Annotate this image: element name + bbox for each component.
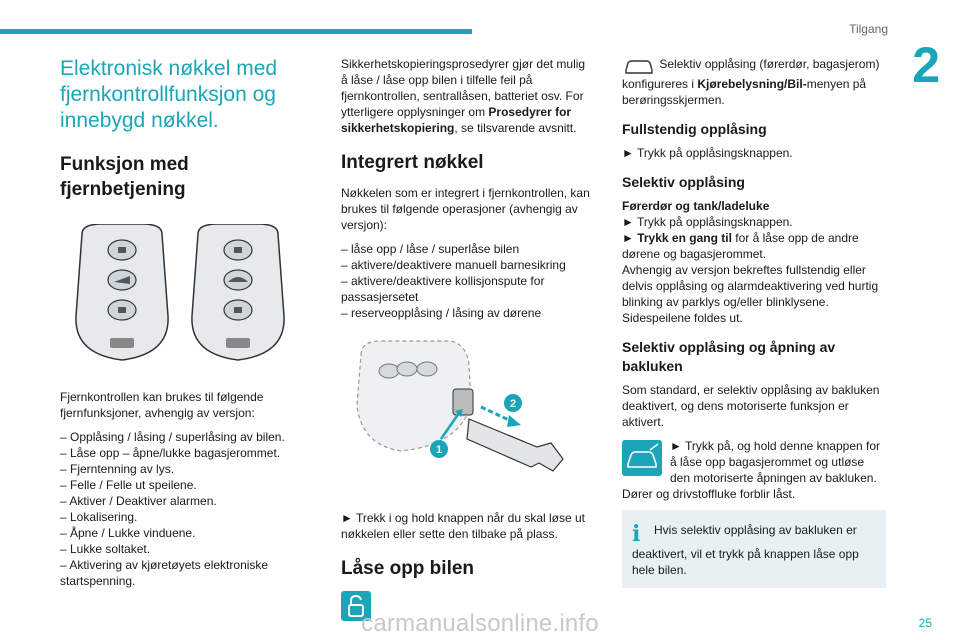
release-key-instruction: ► Trekk i og hold knappen når du skal løse ut nøkkelen eller sette den tilbake på plass. <box>341 511 586 541</box>
text-span: , se tilsvarende avsnitt. <box>454 121 577 135</box>
heading-integrated-key: Integrert nøkkel <box>341 152 484 173</box>
selective-steps <box>622 214 886 262</box>
text-span: ► <box>622 231 638 245</box>
chapter-number: 2 <box>912 37 940 93</box>
info-text: Hvis selektiv opplåsing av bakluken er deaktivert, vil et trykk på knappen låse opp hele bilen. <box>632 523 859 577</box>
text-span: ► Trykk på, og hold denne knappen for å låse opp bagasjerommet og utløse den motoriserte åpningen av bakluken. <box>670 439 881 485</box>
list-item: – Låse opp – åpne/lukke bagasjerommet. <box>60 446 281 460</box>
integrated-key-illustration <box>341 335 595 495</box>
bold-term: Prosedyrer for sikkerhetskopiering <box>341 105 572 135</box>
list-item: – Åpne / Lukke vinduene. <box>60 526 196 540</box>
heading-selective-unlock: Selektiv opplåsing <box>622 174 745 190</box>
callout-2: 2 <box>509 398 517 410</box>
list-item: – Felle / Felle ut speilene. <box>60 478 197 492</box>
tailgate-default: Som standard, er selektiv opplåsing av bakluken deaktivert, og dens motoriserte funksjon er aktivert. <box>622 383 880 429</box>
doors-remain-locked: Dører og drivstoffluke forblir låst. <box>622 487 796 501</box>
text-span: for å låse opp de andre dørene og bagasjerommet. <box>622 231 859 261</box>
text-span: Sikkerhetskopieringsprosedyrer gjør det mulig å låse / låse opp bilen i tilfelle feil på fjernkontrollen, sentrallåsen, batteriet osv. For ytterligere opplysninger om <box>341 57 586 119</box>
text-span: Selektiv opplåsing (førerdør, bagasjerom) konfigureres i <box>622 57 880 91</box>
column-2 <box>341 56 595 621</box>
column-1 <box>60 56 296 597</box>
list-item: – reserveopplåsing / låsing av dørene <box>341 306 542 320</box>
integrated-intro: Nøkkelen som er integrert i fjernkontrollen, kan brukes til følgende operasjoner (avhengig av versjon): <box>341 186 590 232</box>
watermark: carmanualsonline.info <box>361 610 599 637</box>
selective-config-paragraph <box>622 56 886 108</box>
list-item: – Lukke soltaket. <box>60 542 151 556</box>
list-item: – Lokalisering. <box>60 510 138 524</box>
step-1: ► Trykk på opplåsingsknappen. <box>622 215 793 229</box>
bold-term: Kjørebelysning/Bil- <box>697 77 807 91</box>
selective-note: Avhengig av versjon bekreftes fullstendig eller delvis opplåsing og alarmdeaktivering ved hurtig blinking av parklys og/eller blinklysene. Sidespeilene foldes ut. <box>622 263 879 325</box>
heading-full-unlock: Fullstendig opplåsing <box>622 121 767 137</box>
tailgate-instruction <box>622 438 886 486</box>
integrated-key-list <box>341 241 595 321</box>
remote-intro: Fjernkontrollen kan brukes til følgende fjernfunksjoner, avhengig av versjon: <box>60 390 264 420</box>
info-box <box>622 510 886 588</box>
tailgate-button-icon <box>622 440 662 476</box>
list-item: – Opplåsing / låsing / superlåsing av bilen. <box>60 430 285 444</box>
page-title: Elektronisk nøkkel med fjernkontrollfunksjon og innebygd nøkkel. <box>60 57 278 132</box>
header-accent-bar <box>0 29 472 34</box>
backup-paragraph <box>341 56 595 136</box>
list-item: – Aktivering av kjøretøyets elektroniske startspenning. <box>60 558 269 588</box>
heading-unlock-car: Låse opp bilen <box>341 558 475 579</box>
heading-tailgate: Selektiv opplåsing og åpning av bakluken <box>622 339 836 374</box>
list-item: – låse opp / låse / superlåse bilen <box>341 242 520 256</box>
full-unlock-step: ► Trykk på opplåsingsknappen. <box>622 146 793 160</box>
heading-remote-function: Funksjon med fjernbetjening <box>60 154 189 200</box>
driver-door-subheading: Førerdør og tank/ladeluke <box>622 199 770 213</box>
section-name: Tilgang <box>849 22 888 36</box>
callout-1: 1 <box>435 444 443 456</box>
list-item: – aktivere/deaktivere kollisjonspute for passasjersetet <box>341 274 545 304</box>
list-item: – aktivere/deaktivere manuell barnesikring <box>341 258 566 272</box>
step-2 <box>622 230 886 262</box>
list-item: – Fjerntenning av lys. <box>60 462 175 476</box>
column-3 <box>622 56 886 588</box>
list-item: – Aktiver / Deaktiver alarmen. <box>60 494 217 508</box>
bold-term: Trykk en gang til <box>637 231 732 245</box>
info-icon: i <box>632 521 641 547</box>
page-number: 25 <box>918 616 932 630</box>
car-icon <box>622 56 656 76</box>
remote-keys-illustration <box>60 224 296 364</box>
remote-function-list <box>60 429 296 589</box>
text-span: menyen på berøringsskjermen. <box>622 77 867 107</box>
